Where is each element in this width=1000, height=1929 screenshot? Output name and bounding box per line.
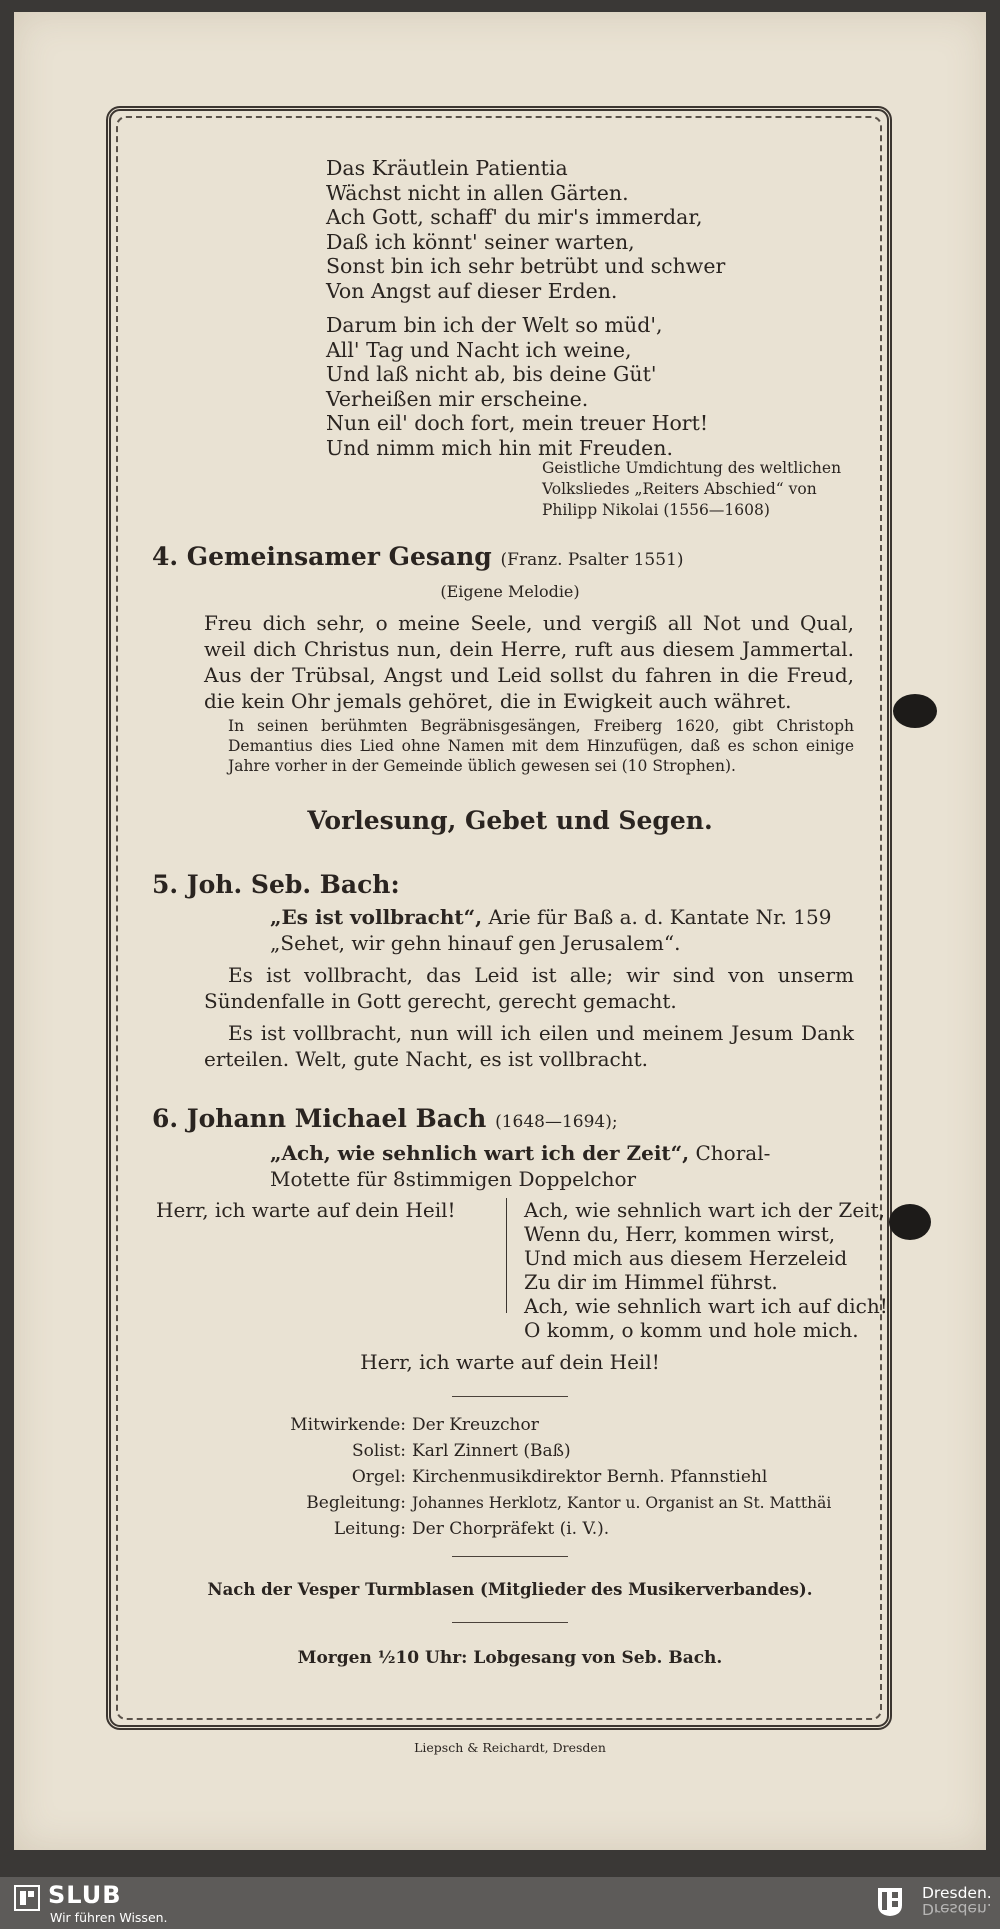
ink-blot <box>893 694 937 728</box>
slub-name: SLUB <box>48 1881 122 1909</box>
item-4-note: In seinen berühmten Begräbnisgesängen, Freiberg 1620, gibt Christoph Demantius dies Lied ohne Namen mit dem Hinzufügen, daß es schon einige Jahre vorher in der Gemeinde üblich gewesen sei (10 Strophen). <box>228 717 854 775</box>
item-4-title: 4. Gemeinsamer Gesang <box>152 542 492 571</box>
poem-stanza-1 <box>326 156 746 303</box>
item-4-heading <box>152 542 684 571</box>
item-6-work-title: „Ach, wie sehnlich wart ich der Zeit“, <box>270 1141 690 1165</box>
credit-name: Kirchenmusikdirektor Bernh. Pfannstiehl <box>412 1467 768 1487</box>
performer-credits <box>150 1412 870 1542</box>
item-5-work <box>270 904 860 956</box>
section-rule <box>452 1396 568 1397</box>
poem-line: Das Kräutlein Patientia <box>326 156 568 180</box>
section-rule <box>452 1556 568 1557</box>
verse-line: Zu dir im Himmel führst. <box>524 1270 778 1294</box>
credit-row <box>150 1438 870 1464</box>
after-vesper-note: Nach der Vesper Turmblasen (Mitglieder des Musikerverbandes). <box>207 1580 813 1599</box>
printer-credit: Liepsch & Reichardt, Dresden <box>414 1740 606 1755</box>
verse-line: O komm, o komm und hole mich. <box>524 1318 859 1342</box>
poem-line: Von Angst auf dieser Erden. <box>326 278 618 303</box>
credit-line: Volksliedes „Reiters Abschied“ von <box>542 480 817 498</box>
poem-line: Und laß nicht ab, bis deine Güt' <box>326 362 657 386</box>
verse-line: Ach, wie sehnlich wart ich der Zeit, <box>524 1198 885 1222</box>
poem-credit <box>542 458 862 521</box>
poem-line: All' Tag und Nacht ich weine, <box>326 337 632 362</box>
credit-row <box>150 1464 870 1490</box>
city-name <box>922 1884 992 1918</box>
poem <box>326 156 746 460</box>
poem-line: Verheißen mir erscheine. <box>326 386 589 411</box>
poem-line: Ach Gott, schaff' du mir's immerdar, <box>326 205 703 229</box>
poem-line: Daß ich könnt' seiner warten, <box>326 229 635 254</box>
item-6-heading <box>152 1104 618 1133</box>
credit-line: Geistliche Umdichtung des weltlichen <box>542 459 842 477</box>
interlude-heading: Vorlesung, Gebet und Segen. <box>307 806 713 835</box>
poem-line: Nun eil' doch fort, mein treuer Hort! <box>326 411 709 435</box>
verse-line: Ach, wie sehnlich wart ich auf dich! <box>524 1294 888 1318</box>
ink-blot <box>889 1204 931 1240</box>
poem-line: Sonst bin ich sehr betrübt und schwer <box>326 254 726 278</box>
credit-row <box>150 1490 870 1516</box>
item-6-closing: Herr, ich warte auf dein Heil! <box>360 1350 660 1374</box>
credit-row <box>150 1516 870 1542</box>
credit-name: Karl Zinnert (Baß) <box>412 1441 571 1461</box>
tomorrow-note: Morgen ½10 Uhr: Lobgesang von Seb. Bach. <box>297 1648 723 1668</box>
item-6-left-text: Herr, ich warte auf dein Heil! <box>156 1198 456 1222</box>
item-5-para-1: Es ist vollbracht, das Leid ist alle; wir sind von unserm Sündenfalle in Gott gerecht, gerecht gemacht. <box>204 963 854 1013</box>
city-seal-icon <box>877 1887 903 1917</box>
item-4-melody: (Eigene Melodie) <box>440 582 580 601</box>
credit-role: Begleitung: <box>306 1493 406 1513</box>
credit-line: Philipp Nikolai (1556—1608) <box>542 501 770 519</box>
item-5-title: 5. Joh. Seb. Bach: <box>152 870 400 899</box>
credit-role: Mitwirkende: <box>290 1415 406 1435</box>
item-5-work-title: „Es ist vollbracht“, <box>270 905 483 929</box>
item-5-work-line2: „Sehet, wir gehn hinauf gen Jerusalem“. <box>270 931 681 955</box>
credit-role: Leitung: <box>333 1519 406 1539</box>
column-divider <box>506 1198 507 1313</box>
credit-name: Der Chorpräfekt (i. V.). <box>412 1519 610 1539</box>
poem-line: Und nimm mich hin mit Freuden. <box>326 435 674 460</box>
verse-line: Und mich aus diesem Herzeleid <box>524 1246 848 1270</box>
city-name-reflection: Dresden. <box>922 1900 992 1918</box>
credit-row <box>150 1412 870 1438</box>
slub-tagline: Wir führen Wissen. <box>50 1910 168 1925</box>
credit-name: Der Kreuzchor <box>412 1415 539 1435</box>
poem-stanza-2 <box>326 313 746 460</box>
credit-role: Solist: <box>351 1441 406 1461</box>
item-6-work-line2: Motette für 8stimmigen Doppelchor <box>270 1167 637 1191</box>
verse-line: Wenn du, Herr, kommen wirst, <box>524 1222 836 1246</box>
item-6-work-rest: Choral- <box>695 1141 771 1165</box>
item-4-text: Freu dich sehr, o meine Seele, und vergiß all Not und Qual, weil dich Christus nun, dein Herre, ruft aus diesem Jammertal. Aus der Trübsal, Angst und Leid sollst du fahren in die Freud, die kein Ohr jemals gehöret, die in Ewigkeit auch währet. <box>204 611 854 713</box>
item-4-subtitle: (Franz. Psalter 1551) <box>500 550 684 570</box>
poem-line: Wächst nicht in allen Gärten. <box>326 180 629 205</box>
poem-line: Darum bin ich der Welt so müd', <box>326 313 663 337</box>
item-5-para-2: Es ist vollbracht, nun will ich eilen und meinem Jesum Dank erteilen. Welt, gute Nacht, es ist vollbracht. <box>204 1021 854 1071</box>
city-name-text: Dresden. <box>922 1884 992 1902</box>
item-6-work <box>270 1140 870 1192</box>
credit-name: Johannes Herklotz, Kantor u. Organist an St. Matthäi <box>412 1494 832 1512</box>
item-6-right-text <box>524 1198 888 1342</box>
item-5-work-rest: Arie für Baß a. d. Kantate Nr. 159 <box>488 905 832 929</box>
credit-role: Orgel: <box>351 1467 406 1487</box>
item-6-dates: (1648—1694); <box>495 1112 618 1132</box>
section-rule <box>452 1622 568 1623</box>
slub-logo-icon <box>14 1885 40 1911</box>
footer-bar <box>0 1877 1000 1929</box>
item-6-title: 6. Johann Michael Bach <box>152 1104 487 1133</box>
